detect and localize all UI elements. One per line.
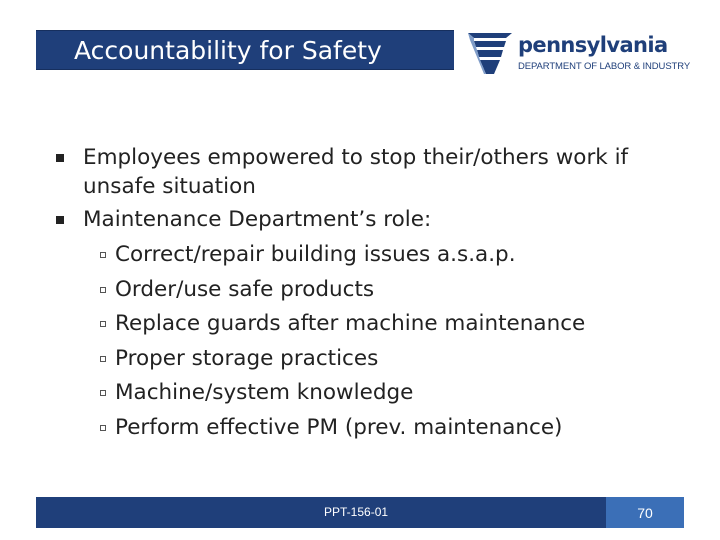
sub-bullet-text: Replace guards after machine maintenance (115, 311, 586, 337)
sub-bullet-item (52, 342, 692, 377)
page-number-box (606, 497, 684, 528)
sub-bullet-item (52, 238, 692, 273)
keystone-icon (466, 30, 514, 76)
bullet-item (52, 143, 692, 201)
slide-title: Accountability for Safety (74, 36, 382, 65)
bullet-item (52, 205, 692, 234)
page-number: 70 (637, 505, 653, 521)
footer-bar (36, 497, 606, 528)
sub-bullet-text: Correct/repair building issues a.s.a.p. (115, 242, 516, 267)
sub-bullet-item (52, 307, 692, 342)
sub-bullet-item (52, 411, 692, 446)
hollow-square-bullet-icon (100, 425, 106, 431)
sub-bullet-item (52, 273, 692, 308)
title-bar (36, 30, 454, 70)
sub-bullet-text: Proper storage practices (115, 345, 379, 371)
sub-bullet-text: Machine/system knowledge (115, 380, 414, 406)
hollow-square-bullet-icon (100, 356, 106, 362)
hollow-square-bullet-icon (100, 321, 106, 327)
sub-bullet-text: Perform effective PM (prev. maintenance) (115, 414, 563, 440)
hollow-square-bullet-icon (100, 287, 106, 293)
bullet-text: Maintenance Department’s role: (83, 207, 432, 232)
square-bullet-icon (56, 154, 64, 162)
square-bullet-icon (56, 216, 64, 224)
slide-body (52, 143, 692, 446)
hollow-square-bullet-icon (100, 252, 106, 258)
logo-wordmark: pennsylvania (518, 33, 668, 57)
bullet-text: Employees empowered to stop their/others work if unsafe situation (83, 145, 629, 199)
sub-bullet-text: Order/use safe products (115, 276, 375, 302)
sub-bullet-item (52, 376, 692, 411)
footer-code: PPT-156-01 (324, 505, 389, 519)
hollow-square-bullet-icon (100, 390, 106, 396)
pennsylvania-logo (466, 30, 696, 78)
logo-department: DEPARTMENT OF LABOR & INDUSTRY (518, 61, 691, 72)
